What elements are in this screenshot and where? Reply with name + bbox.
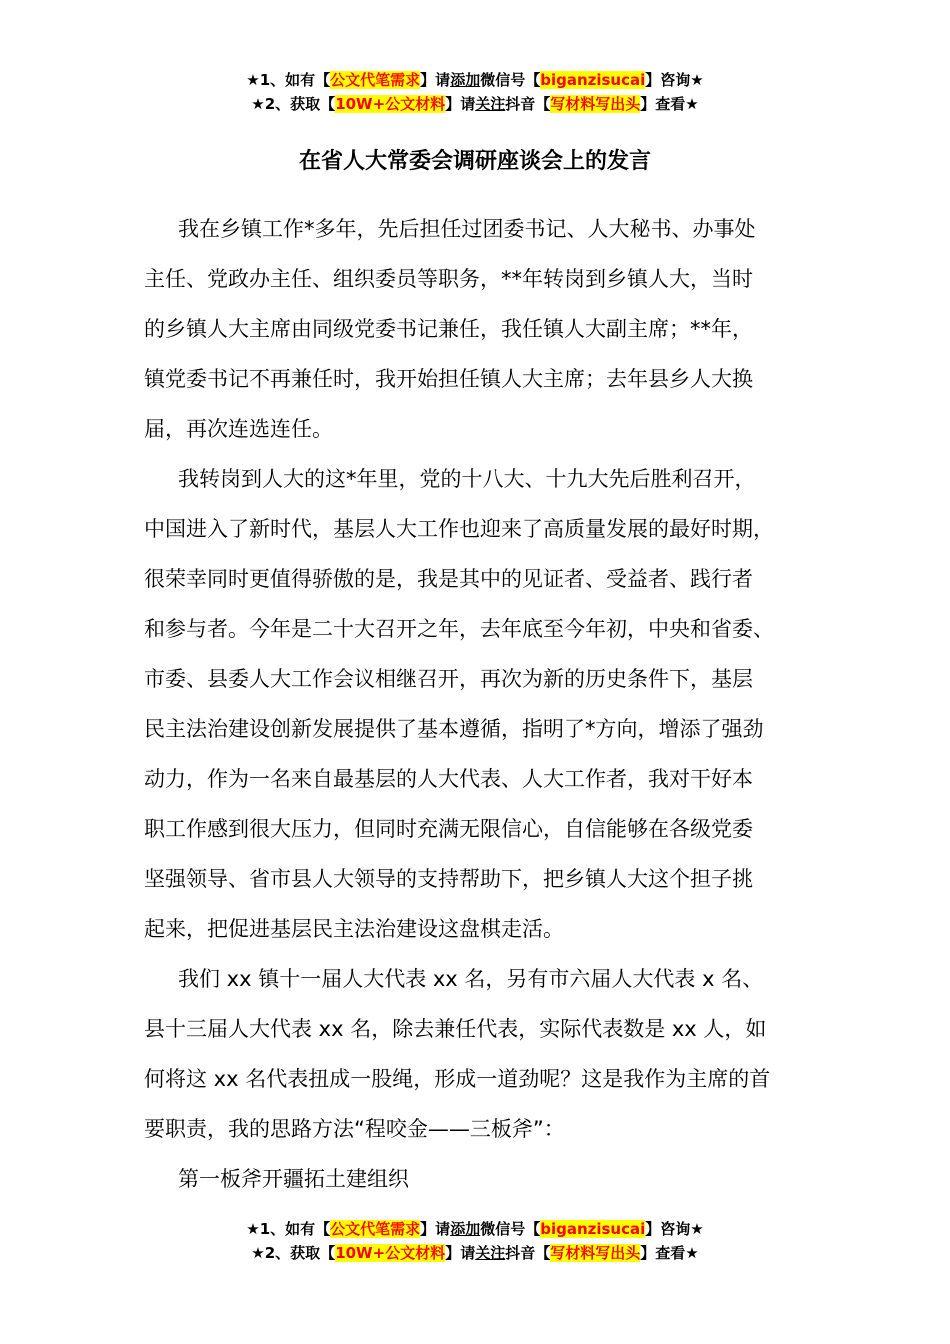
promo-highlight: 公文代笔需求: [330, 71, 421, 89]
promo-highlight: 10W+公文材料: [335, 95, 446, 113]
promo-text: 】请: [420, 1220, 451, 1238]
paragraph-1-line: 届，再次连选连任。: [144, 417, 333, 441]
promo-text: 】查看★: [640, 95, 699, 113]
paragraph-2-line: 和参与者。今年是二十大召开之年，去年底至今年初，中央和省委、: [144, 617, 774, 641]
promo-underline: 添加: [450, 1220, 481, 1238]
promo-line-1: [0, 1217, 950, 1241]
paragraph-2-line: 动力，作为一名来自最基层的人大代表、人大工作者，我对干好本: [144, 767, 753, 791]
promo-text: ★1、如有【: [246, 1220, 331, 1238]
promo-text: 】咨询★: [645, 1220, 704, 1238]
document-title: 在省人大常委会调研座谈会上的发言: [298, 149, 651, 174]
paragraph-2-line: 中国进入了新时代，基层人大工作也迎来了高质量发展的最好时期，: [144, 517, 774, 541]
promo-text: 】请: [445, 95, 476, 113]
paragraph-1-line: 主任、党政办主任、组织委员等职务，**年转岗到乡镇人大，当时: [144, 267, 753, 291]
paragraph-1-line: 镇党委书记不再兼任时，我开始担任镇人大主席；去年县乡人大换: [144, 367, 753, 391]
promo-wechat-id: biganzisucai: [540, 1220, 646, 1238]
promo-text: 】请: [445, 1244, 476, 1262]
paragraph-2-line: 民主法治建设创新发展提供了基本遵循，指明了*方向，增添了强劲: [144, 717, 764, 741]
paragraph-2-line: 我转岗到人大的这*年里，党的十八大、十九大先后胜利召开，: [178, 467, 756, 491]
promo-text: 微信号【: [480, 71, 541, 89]
promo-highlight: 10W+公文材料: [335, 1244, 446, 1262]
promo-highlight: 公文代笔需求: [330, 1220, 421, 1238]
promo-text: ★2、获取【: [251, 1244, 336, 1262]
promo-line-1: [0, 68, 950, 92]
promo-text: 抖音【: [505, 95, 551, 113]
document-body: [144, 204, 810, 1204]
promo-underline: 添加: [450, 71, 481, 89]
paragraph-3-line: 要职责，我的思路方法“程咬金——三板斧”：: [144, 1117, 565, 1141]
paragraph-2-line: 起来，把促进基层民主法治建设这盘棋走活。: [144, 917, 564, 941]
promo-text: ★2、获取【: [251, 95, 336, 113]
paragraph-1-line: 的乡镇人大主席由同级党委书记兼任，我任镇人大副主席；**年，: [144, 317, 753, 341]
promo-line-2: [0, 1241, 950, 1265]
promo-underline: 关注: [475, 95, 506, 113]
paragraph-1-line: 我在乡镇工作*多年，先后担任过团委书记、人大秘书、办事处: [178, 217, 756, 241]
promo-douyin-id: 写材料写出头: [550, 1244, 641, 1262]
promo-douyin-id: 写材料写出头: [550, 95, 641, 113]
paragraph-2-line: 市委、县委人大工作会议相继召开，再次为新的历史条件下，基层: [144, 667, 753, 691]
paragraph-3-line: 何将这 xx 名代表扭成一股绳，形成一道劲呢？这是我作为主席的首: [144, 1067, 771, 1091]
paragraph-2-line: 很荣幸同时更值得骄傲的是，我是其中的见证者、受益者、践行者: [144, 567, 753, 591]
promo-text: 抖音【: [505, 1244, 551, 1262]
promo-banner-bottom: [0, 1217, 950, 1265]
promo-banner-top: [0, 68, 950, 116]
promo-text: 】咨询★: [645, 71, 704, 89]
promo-line-2: [0, 92, 950, 116]
promo-text: 微信号【: [480, 1220, 541, 1238]
paragraph-2-line: 职工作感到很大压力，但同时充满无限信心，自信能够在各级党委: [144, 817, 753, 841]
paragraph-3-line: 我们 xx 镇十一届人大代表 xx 名，另有市六届人大代表 x 名、: [178, 967, 764, 991]
promo-text: 】查看★: [640, 1244, 699, 1262]
paragraph-2-line: 坚强领导、省市县人大领导的支持帮助下，把乡镇人大这个担子挑: [144, 867, 753, 891]
promo-text: ★1、如有【: [246, 71, 331, 89]
promo-wechat-id: biganzisucai: [540, 71, 646, 89]
paragraph-3-line: 县十三届人大代表 xx 名，除去兼任代表，实际代表数是 xx 人，如: [144, 1017, 767, 1041]
promo-text: 】请: [420, 71, 451, 89]
promo-underline: 关注: [475, 1244, 506, 1262]
section-heading: 第一板斧开疆拓土建组织: [178, 1167, 409, 1191]
